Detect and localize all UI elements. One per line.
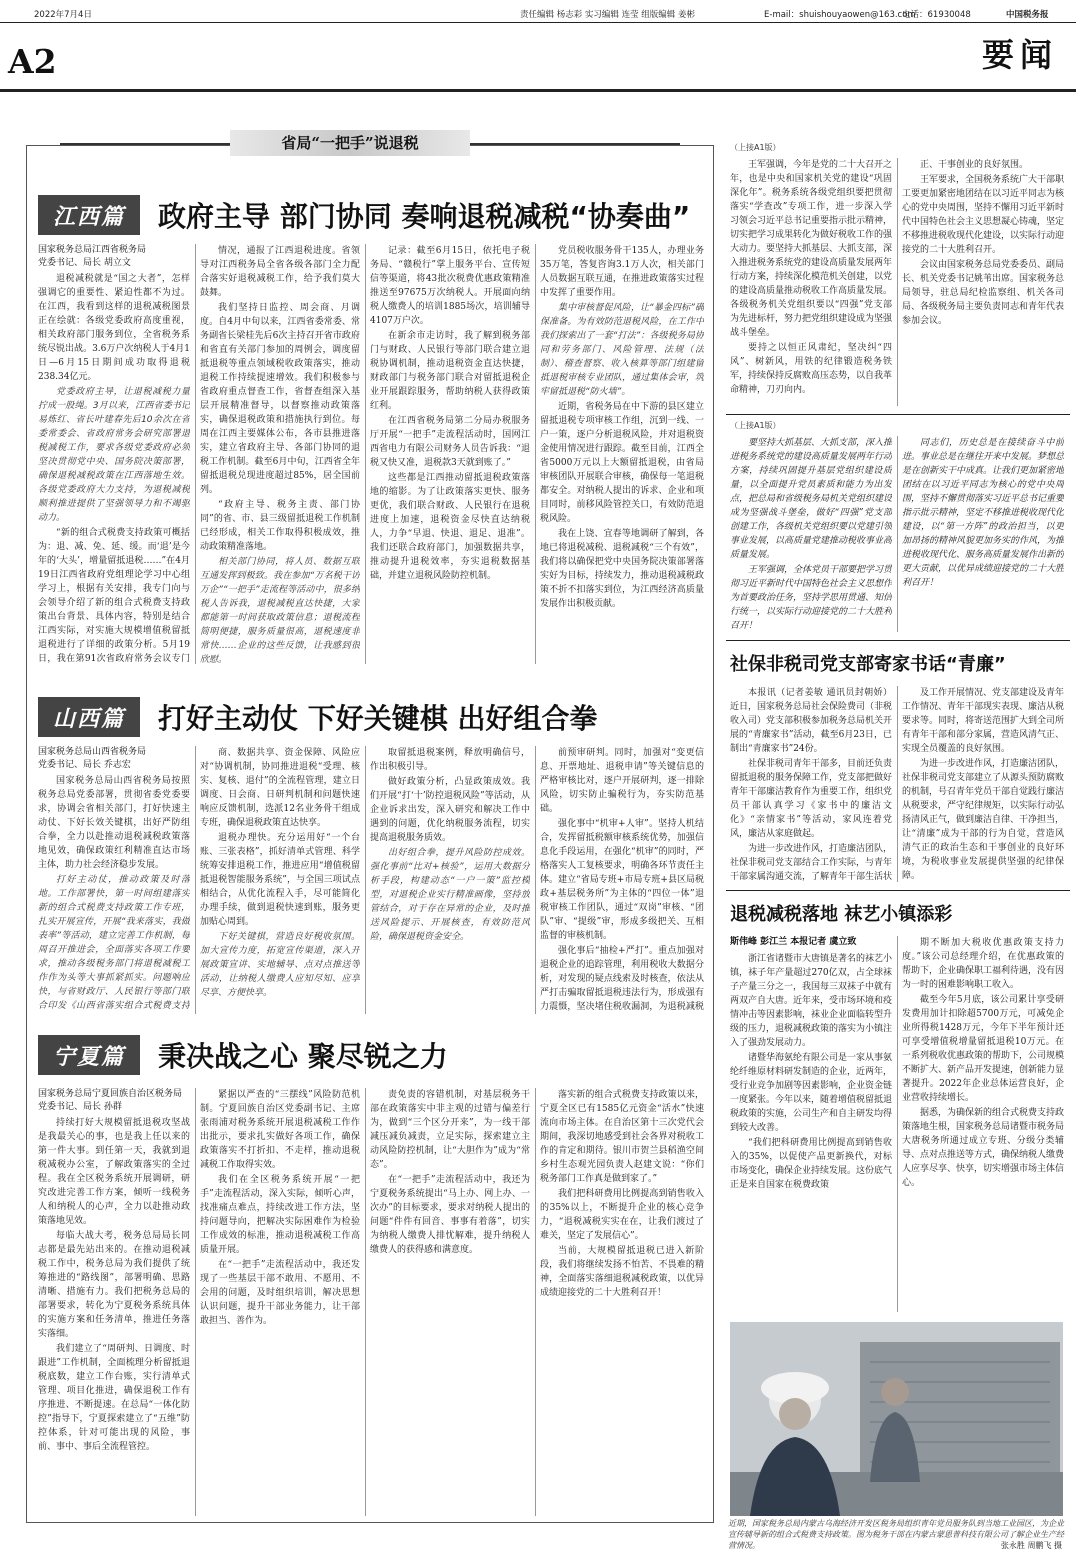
column-rule	[195, 244, 196, 664]
jiangxi-col-3	[370, 244, 530, 664]
jiangxi-tag: 江西篇	[38, 195, 140, 235]
paragraph: 强化事中“机审+人审”。坚持人机结合，发挥留抵税额审核系统优势，加强信息化手段运用，在强化“机审”的同时，严格落实人工复核要求，明确各环节责任主体。建立“省局专班+市局专班+县区局税政+基层税务所”为主体的“四位一体”退税审核工作团队，通过“双岗”审核、“团队”审、“提级”审，形成多级把关、互相监督的审核机制。	[540, 819, 704, 941]
paragraph: 正、干事创业的良好氛围。	[920, 160, 1029, 170]
jiangxi-title	[38, 194, 690, 236]
photo-credit: 张永胜 周鹏飞 摄	[1000, 1541, 1062, 1550]
shanxi-headline: 打好主动仗 下好关键棋 出好组合拳	[158, 702, 598, 735]
shanxi-col-3	[370, 746, 530, 1014]
paragraph: 同志们，历史总是在接续奋斗中前进。事业总是在继往开来中发展。梦想总是在创新实干中成真。让我们更加紧密地团结在以习近平同志为核心的党中央周围，坚持不懈贯彻落实习近平总书记重要指示批示精神，坚定不移推进税收现代化建设，以“第一方阵”的政治担当，以更加昂扬的精神风貌更加务实的作风，为推进税收现代化、服务高质量发展作出新的更大贡献，以优异成绩迎接党的二十大胜利召开！	[902, 438, 1064, 588]
paragraph: 做好政策分析，凸显政策成效。我们开展“打‘十’防控退税风险”等活动，从企业诉求出发，深入研究和解决工作中遇到的问题，优化纳税服务流程，切实提高退税服务质效。	[370, 777, 530, 843]
paragraph: 我在上饶、宜春等地调研了解到，各地已将退税减税、退税减税“三个有效”，我们将以确保把党中央国务院决策部署落实好为目标，持续发力，推动退税减税政策不折不扣落实到位，为江西经济高质量发展作出积极贡献。	[540, 529, 704, 609]
paragraph: 本报讯（记者姜敏 通讯员封朝娇）近日，国家税务总局社会保险费司（非税收入司）党支部积极参加税务总局机关开展的“青廉家书”活动，截至6月23日，已制出“青廉家书”24份。	[730, 688, 892, 754]
paper-name: 中国税务报	[1006, 10, 1049, 20]
column-rule	[365, 1088, 366, 1516]
divider	[726, 640, 1070, 641]
paragraph: “我们把科研费用比例提高到销售收入的35%，以促使产品更新换代，对标市场变化，确保企业持续发展。这份底气正是来自国家在税费政策	[730, 1138, 892, 1190]
column-rule	[365, 244, 366, 664]
paragraph: 前预审研判。同时，加强对“变更信息、开票地址、退税申请”等关键信息的严格审核比对，逐户开展研判，逐一排除风险，切实防止骗税行为，夯实防范基础。	[540, 748, 704, 814]
paragraph: 党员税收服务骨干135人，办理业务35万笔，答复咨询3.1万人次，相关部门人员数据互联互通，在推进政策落实过程中发挥了重要作用。	[540, 246, 704, 298]
paragraph: 期不断加大税收优惠政策支持力度。”该公司总经理介绍，在优惠政策的帮助下，企业确保职工福利待遇，没有因为一时的困难影响职工收入。	[902, 938, 1064, 990]
page-number: A2	[8, 42, 57, 81]
paragraph: 持续打好大规模留抵退税攻坚战是我最关心的事，也是我上任以来的第一件大事。到任第一天，我就到退税减税办公室，了解政策落实的全过程。我在全区税务系统开展调研，研究改进完善工作方案，倾听一线税务人和纳税人的心声，全力以赴推动政策落地见效。	[38, 1118, 190, 1226]
continued-label: （上接A1版）	[730, 143, 781, 152]
shanxi-col-4	[540, 746, 704, 1014]
paragraph: 会议由国家税务总局党委委员、副局长、机关党委书记姚苇出席。国家税务总局领导，驻总局纪检监察组、机关各司局、各级税务局主要负责同志和青年代表参加会议。	[902, 260, 1064, 326]
jiangxi-col-4	[540, 244, 704, 664]
column-rule	[365, 746, 366, 1014]
story3-headline: 退税减税落地 袜艺小镇添彩	[730, 904, 953, 925]
editor-credits: 责任编辑 杨志彩 实习编辑 连莹 组版编辑 姜彬	[520, 10, 696, 20]
shanxi-col-1	[38, 774, 190, 1014]
jiangxi-byline: 国家税务总局江西省税务局 党委书记、局长 胡立文	[38, 245, 147, 268]
paragraph: 在“一把手”走流程活动中，我还发现了一些基层干部不敢用、不愿用、不会用的问题，及时组织培训，解决思想认识问题，提升干部业务能力，让干部敢担当、善作为。	[200, 1260, 360, 1326]
column-rule	[535, 244, 536, 664]
ningxia-title	[38, 1034, 448, 1076]
story3-col-1	[730, 952, 892, 1312]
paragraph: 我们把科研费用比例提高到销售收入的35%以上，不断提升企业的核心竞争力，“退税减税实实在在，让我们渡过了难关，坚定了发展信心”。	[540, 1189, 704, 1241]
jiangxi-headline: 政府主导 部门协同 奏响退税减税“协奏曲”	[158, 200, 691, 233]
paragraph: 强化事后“抽检+严打”。重点加强对退税企业的追踪管理，利用税收大数据分析，对发现的疑点线索及时核查，依法从严打击骗取留抵退税违法行为，形成强有力震慑，坚决堵住税收漏洞，为退税减税	[540, 946, 704, 1012]
paragraph: 责免责的容错机制，对基层税务干部在政策落实中非主观的过错与偏差行为，做到“三个区分开来”，为一线干部减压减负减责，立足实际，探索建立主动风险防控机制，让“大胆作为”成为“常态”。	[370, 1090, 530, 1170]
paragraph: 紧据以严查的“三摆线”风险防范机制。宁夏回族自治区党委副书记、主席张雨浦对税务系统开展退税减税工作作出批示，要求扎实做好各项工作，确保政策落实不打折扣、不走样，推动退税减税工作取得实效。	[200, 1090, 360, 1170]
paragraph: 我们建立了“周研判、日调度、时跟进”工作机制，全面梳理分析留抵退税底数，建立工作台账，实行清单式管理、项目化推进，确保退税工作有序推进、不断提速。在总局“一体化防控”指导下，宁夏探索建立了“五维”防控体系，针对可能出现的风险，事前、事中、事后全流程管控。	[38, 1344, 190, 1452]
paragraph: 取留抵退税案例，释放明确信号，作出积极引导。	[370, 748, 530, 772]
photo-caption: 近期，国家税务总局内蒙古乌海经济开发区税务局组织青年党员服务队到当地工业园区，为企业宣传辅导新的组合式税费支持政策。图为税务干部在内蒙古蒙恩普科技有限公司了解企业生产经营情况。	[728, 1519, 1064, 1550]
column-rule	[195, 1088, 196, 1516]
paragraph: “政府主导、税务主责、部门协同”的省、市、县三级留抵退税工作机制已经形成，相关工作取得积极成效，推动政策精准落地。	[200, 500, 360, 552]
paragraph: 浙江省诸暨市大唐镇是著名的袜艺小镇，袜子年产量超过270亿双，占全球袜子产量三分之一，我国每三双袜子中就有两双产自大唐。近年来，受市场环境和疫情冲击等因素影响，袜业企业面临转型升级的压力，退税减税政策的落实为小镇注入了强劲发展动力。	[730, 954, 892, 1048]
contact-phone: 电话：61930048	[902, 10, 971, 20]
paragraph: 近期，省税务局在中下游的县区建立留抵退税专项审核工作组，沉到一线、一户一策，逐户分析退税风险，并对退税资金使用情况进行跟踪。截至目前，江西全省5000万元以上大额留抵退税，由省局审核团队开展联合审核，确保每一笔退税都安全。对纳税人提出的诉求、企业和项目同时，前移风险管控关口，有效防范退税风险。	[540, 402, 704, 524]
banner-rule-right	[470, 143, 680, 145]
paragraph: 每临大战大考，税务总局局长同志都是最先站出来的。在推动退税减税工作中，税务总局为我们提供了统筹推进的“路线图”，部署明确、思路清晰、措施有力。我们把税务总局的部署要求，转化为宁夏税务系统具体的实施方案和任务清单，推进任务落实落细。	[38, 1231, 190, 1339]
paragraph: 出好组合拳，提升风险防控成效。强化事前“比对+核验”，运用大数据分析手段，构建动态“一户一策”监控模型，对退税企业实行精准画像，坚持放管结合，对于存在异常的企业，及时推送风险提示、开展核查，有效防范风险，确保退税资金安全。	[370, 848, 530, 942]
paragraph: 要坚持大抓基层、大抓支部，深入推进税务系统党的建设高质量发展两年行动方案，持续巩固提升基层党组织建设质量，以全面提升党员素质和能力为出发点，把总局和省级税务局机关党组织建设成为坚强战斗堡垒，做好“四强”党支部创建工作，各级机关党组织要以党建引领事业发展，以高质量党建推动税收事业高质量发展。	[730, 438, 892, 560]
ningxia-col-3	[370, 1088, 530, 1516]
paragraph: 情况，通报了江西退税进度。省领导对江西税务局全省各级各部门全力配合落实好退税减税工作，给予我们莫大鼓舞。	[200, 246, 360, 298]
right-col-1	[730, 158, 892, 406]
banner-rule-left	[60, 143, 230, 145]
issue-date: 2022年7月4日	[34, 10, 92, 20]
section-name: 要闻	[981, 36, 1058, 74]
right-italic-col-1	[730, 436, 892, 632]
paragraph: 落实新的组合式税费支持政策以来，宁夏全区已有1585亿元资金“活水”快速流向市场主体。在自治区第十三次党代会期间，我深切地感受到社会各界对税收工作的肯定和期待。银川市贺兰县稻渔空间乡村生态观光园负责人赵建文说：“你们税务部门工作真是做到家了。”	[540, 1090, 704, 1184]
paragraph: 打好主动仗，推动政策及时落地。工作部署快，第一时间组建落实新的组合式税费支持政策工作专班，扎实开展宣传，开展“我来落实，我做表率”等活动，建立完善工作机制，每周召开推进会，全面落实各项工作要求，推动各级税务部门将退税减税工作作为头等大事抓紧抓实。问题响应快，与省财政厅、人民银行等部门联合印发《山西省落实组合式税费支持	[38, 875, 190, 1011]
ningxia-headline: 秉决战之心 聚尽锐之力	[158, 1040, 448, 1073]
ningxia-tag: 宁夏篇	[38, 1035, 140, 1075]
column-rule	[897, 158, 898, 406]
continued-label-2: （上接A1版）	[730, 421, 781, 430]
paragraph: 国家税务总局山西省税务局按照税务总局党委部署，贯彻省委党委要求，协调会省相关部门，打好快速主动仗、下好长效关键棋，出好严防组合拳，全力以赴推动退税减税政策落地见效，确保政策红利精准直达市场主体，助力社会经济稳步发展。	[38, 776, 190, 870]
column-rule	[897, 686, 898, 882]
story2-col-2	[902, 686, 1064, 882]
paragraph: 这些都是江西推动留抵退税政策落地的缩影。为了让政策落实更快、服务更优，我们联合财政、人民银行在退税进度上加速，退税资金尽快直达纳税人，力争“早退、快退、退足、退准”。我们还联合政府部门，加强数据共享，推动提升退税效率，夯实退税数据基础，并建立退税风险防控机制。	[370, 473, 530, 581]
jiangxi-col-1	[38, 272, 190, 664]
photo-illustration	[730, 1322, 1063, 1516]
paragraph: 我们在全区税务系统开展“一把手”走流程活动，深入实际，倾听心声，找准痛点难点，持续改进工作方法，坚持问题导向，把解决实际困难作为检验工作成效的标准，推动退税减税工作高质量开展。	[200, 1175, 360, 1255]
column-rule	[535, 1088, 536, 1516]
divider	[726, 414, 1070, 415]
story3-col-2	[902, 936, 1064, 1312]
shanxi-byline: 国家税务总局山西省税务局 党委书记、局长 乔志宏	[38, 747, 147, 770]
paragraph: 相关部门协同，将人员、数据互联互通发挥到极致。我在参加“万名税干访万企”“一把手”走流程等活动中，很多纳税人告诉我，退税减税直达快捷，大家都能第一时间获取政策信息；退税流程简明便捷，服务质量很高，退税速度非常快……企业的这些反馈，让我感到很欣慰。	[200, 557, 360, 664]
column-rule	[897, 936, 898, 1312]
column-rule	[535, 746, 536, 1014]
masthead-rule	[0, 89, 1076, 92]
paragraph: 退税办理快。充分运用好“一个台账、三张表格”，抓好清单式管理、科学统筹安排退税工作，推进应用“增值税留抵退税智能服务系统”，与全国三项试点相结合，从优化流程入手，尽可能简化办理手续，做到退税快速到账，服务更加贴心周到。	[200, 833, 360, 927]
paragraph: 为进一步改进作风，打造廉洁团队，社保非税司党支部结合工作实际，与青年干部家属沟通交流，了解青年干部生活状	[730, 844, 892, 882]
paragraph: 截至今年5月底，该公司累计享受研发费用加计扣除超5700万元，可减免企业所得税1428万元，今年下半年预计还可享受增值税增量留抵退税10万元。在一系列税收优惠政策的帮助下，公司规模不断扩大、新产品开发提速，创新能力显著提升。2022年企业总体运营良好，企业营收持续增长。	[902, 995, 1064, 1103]
feature-banner: 省局“一把手”说退税	[230, 130, 470, 156]
ningxia-col-1	[38, 1116, 190, 1516]
paragraph: “新的组合式税费支持政策可概括为：退、减、免、延、缓。而‘退’是今年的‘大头’，增量留抵退税……”在4月19日江西省政府党组理论学习中心组学习上，根据有关安排，我专门向与会领导介绍了新的组合式税费支持政策出台背景、具体内容，特别是结合江西实际，对实施大规模增值税留抵退税进行了详细的政策分析。5月19日，我在第91次省政府常务会议专门	[38, 528, 190, 664]
paragraph: 党委政府主导，让退税减税力量拧成一股绳。3月以来，江西省委书记易炼红、省长叶建春先后10余次在省委常委会、省政府常务会研究部署退税减税工作，要求各级党委政府必须坚决贯彻党中央、国务院决策部署，确保退税减税政策在江西落地生效。各级党委政府大力支持，为退税减税顺利推进提供了坚强领导力和不竭驱动力。	[38, 387, 190, 523]
header-rule	[0, 22, 1076, 23]
column-rule	[195, 746, 196, 1014]
paragraph: 王军强调，今年是党的二十大召开之年，也是中央和国家机关党的建设“巩固深化年”。税务系统各级党组织要把贯彻落实“学查改”专项工作，进一步深入学习领会习近平总书记重要指示批示精神，切实把学习成果转化为做好税收工作的强大动力。要坚持大抓基层、大抓支部，深入推进税务系统党的建设高质量发展两年行动方案，持续深化模范机关创建，以党的建设高质量推动税收工作高质量发展。各级税务机关党组织要以“四强”党支部为先进标杆，努力把党组织建设成为坚强战斗堡垒。	[730, 160, 892, 338]
paragraph: 社保非税司青年干部多，目前还负责留抵退税的服务保障工作，党支部把做好青年干部廉洁教育作为重要工作，组织党员干部认真学习《家书中的廉洁文化》“亲情家书”等活动，家风连着党风，廉洁从家庭做起。	[730, 759, 892, 839]
paragraph: 王军强调，全体党员干部要把学习贯彻习近平新时代中国特色社会主义思想作为首要政治任务，坚持学思用贯通、知信行统一，以实际行动迎接党的二十大胜利召开！	[730, 565, 892, 631]
paragraph: 要持之以恒正风肃纪，坚决纠“四风”、树新风，用铁的纪律锻造税务铁军，持续保持反腐败高压态势，以自我革命精神，刀刃向内。	[730, 343, 892, 395]
divider	[726, 890, 1070, 891]
paragraph: 及工作开展情况、党支部建设及青年工作情况、青年干部现实表现、廉洁从税要求等。同时，将寄送范围扩大到全司所有青年干部和部分家属，营造风清气正、实现全员覆盖的良好氛围。	[902, 688, 1064, 754]
ningxia-col-4	[540, 1088, 704, 1516]
paragraph: 集中审核督促风险，让“暴金四标”确保准备。为有效防范退税风险，在工作中我们探索出了一套“打法”：各级税务局协同和劳务部门、风险管理、法规（法制）、稽查督察、收入核算等部门组建留抵退税审核专业团队，通过集体会审，筑牢留抵退税“防火墙”。	[540, 303, 704, 397]
column-rule	[897, 436, 898, 632]
shanxi-tag: 山西篇	[38, 697, 140, 737]
right-col-2	[902, 158, 1064, 406]
shanxi-title	[38, 696, 598, 738]
paragraph: 为进一步改进作风，打造廉洁团队，社保非税司党支部建立了从源头预防腐败的机制，号召青年党员干部自觉践行廉洁从税要求，严守纪律规矩，以实际行动弘扬清风正气，做到廉洁自律、干净担当，让“清廉”成为干部的行为自觉，营造风清气正的政治生态和干事创业的良好环境，为税收事业发展提供坚强的纪律保障。	[902, 759, 1064, 881]
right-italic-col-2	[902, 436, 1064, 632]
story2-headline: 社保非税司党支部寄家书话“青廉”	[730, 654, 1006, 675]
story3-byline: 斯伟峰 彭江兰 本报记者 虞立致	[730, 937, 857, 947]
paragraph: 诸暨华海氨纶有限公司是一家从事氨纶纤维原材料研发制造的企业，近两年，受行业竞争加剧等因素影响，企业资金链一度紧张。今年以来，随着增值税留抵退税政策的实施，公司生产和自主研发均得到较大改善。	[730, 1053, 892, 1133]
paragraph: 商、数据共享、资金保障、风险应对“协调机制，协同推进退税“受理、核实、复核、退付”的全流程管理，建立日调度、日会商、日研判机制和问题快速响应反馈机制，选派12名业务骨干组成专班，确保退税政策直达快享。	[200, 748, 360, 828]
paragraph: 在“一把手”走流程活动中，我还为宁夏税务系统提出“马上办、网上办、一次办”的目标要求，要求对纳税人提出的问题“件件有回音、事事有着落”，切实为纳税人缴费人排忧解难，提升纳税人缴费人的获得感和满意度。	[370, 1175, 530, 1255]
paragraph: 王军要求，全国税务系统广大干部职工要更加紧密地团结在以习近平同志为核心的党中央周围，坚持不懈用习近平新时代中国特色社会主义思想凝心铸魂，坚定不移推进税收现代化建设，以实际行动迎接党的二十大胜利召开。	[902, 175, 1064, 255]
contact-email: E-mail：shuishouyaowen@163.com	[764, 10, 916, 20]
paragraph: 我们坚持日监控、周会商、月调度。自4月中旬以来，江西省委常委、常务副省长梁桂先后6次主持召开省市政府和省直有关部门参加的周例会，调度留抵退税等重点领域税收政策落实，推动退税工作持续提速增效。我们积极参与省政府重点督查工作，省督查组深入基层开展精准督导，以督察推动政策落实，确保退税政策和措施执行到位。每周在江西主要媒体公布，各市县推进落实，建立省政府主导、各部门协同的退税工作机制。截至6月中旬，江西省全年留抵退税兑现进度超过85%，居全国前列。	[200, 303, 360, 495]
story2-col-1	[730, 686, 892, 882]
paragraph: 退税减税就是“国之大者”，怎样强调它的重要性、紧迫性都不为过。在江西，我看到这样的退税减税图景正在绘就：各级党委政府高度重视，相关政府部门服务到位，全省税务系统尽锐出战。3.6万户次纳税人于4月1日—6月15日期间成功取得退税238.34亿元。	[38, 274, 190, 382]
shanxi-col-2	[200, 746, 360, 1014]
jiangxi-col-2	[200, 244, 360, 664]
paragraph: 下好关键棋，营造良好税收氛围。加大宣传力度，拓宽宣传渠道，深入开展政策宣讲、实地辅导、点对点推送等活动，让纳税人缴费人应知尽知、应享尽享、方便快享。	[200, 932, 360, 998]
paragraph: 在江西省税务局第二分局办税服务厅开展“一把手”走流程活动时，国网江西省电力有限公司财务人员告诉我：“退税又快又准，退税款3天就到账了。”	[370, 416, 530, 468]
paragraph: 当前，大规模留抵退税已进入新阶段，我们将继续发扬不怕苦、不畏难的精神，全面落实落细退税减税政策，以优异成绩迎接党的二十大胜利召开！	[540, 1246, 704, 1298]
ningxia-byline: 国家税务总局宁夏回族自治区税务局 党委书记、局长 孙群	[38, 1089, 183, 1112]
paragraph: 在新余市走访时，我了解到税务部门与财政、人民银行等部门联合建立退税协调机制，推动退税资金直达快捷，财政部门与税务部门联合对留抵退税企业开展跟踪服务，帮助纳税人获得政策红利。	[370, 331, 530, 411]
news-photo	[730, 1322, 1063, 1516]
ningxia-col-2	[200, 1088, 360, 1516]
paragraph: 记录：截至6月15日，依托电子税务局、“赣税行”掌上服务平台、宣传短信等渠道，将43批次税费优惠政策精准推送至97675万次纳税人。开展面向纳税人缴费人的培训1885场次，培训辅导4107万户次。	[370, 246, 530, 326]
paragraph: 据悉，为确保新的组合式税费支持政策落地生根，国家税务总局诸暨市税务局大唐税务所通过成立专班、分级分类辅导、点对点推送等方式，确保纳税人缴费人应享尽享、快享，切实增强市场主体信心。	[902, 1108, 1064, 1188]
